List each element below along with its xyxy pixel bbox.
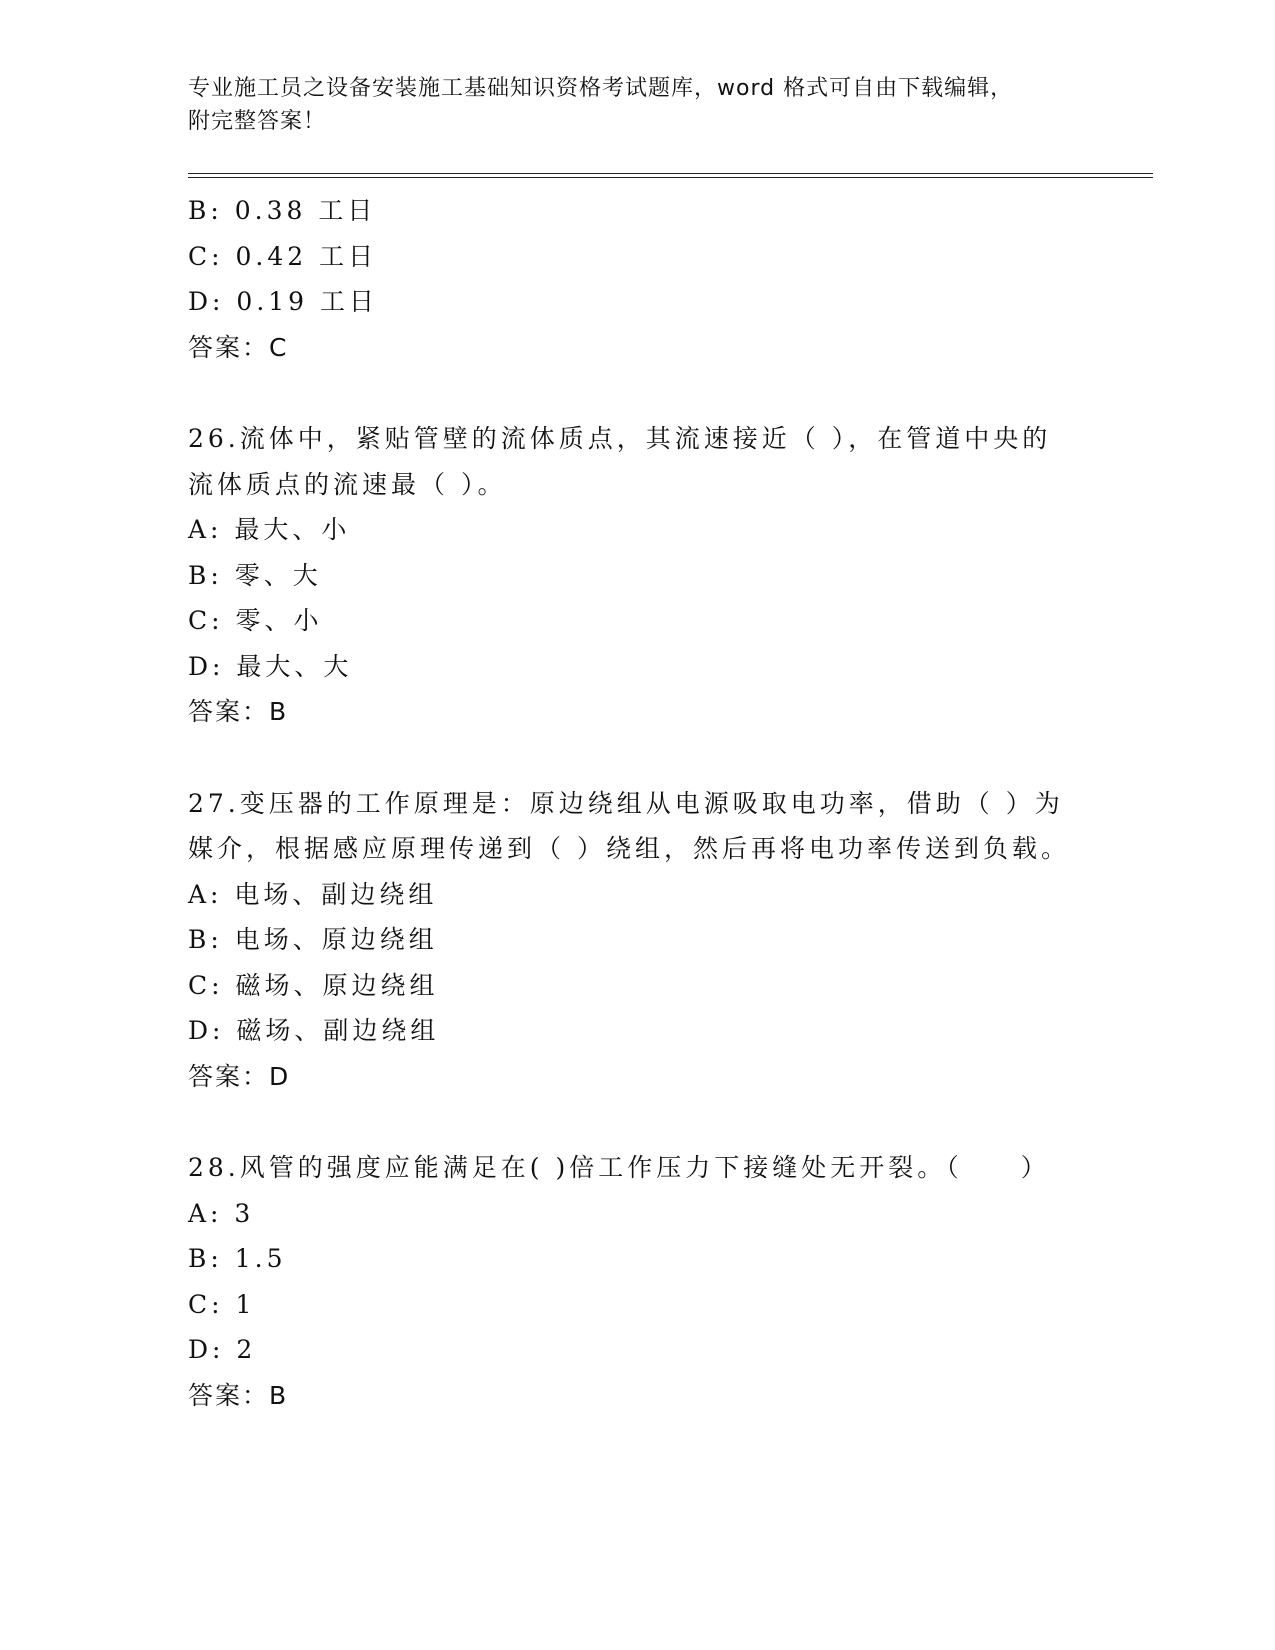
option-b: B: 电场、原边绕组 — [188, 925, 438, 954]
answer-line: 答案：D — [188, 1061, 291, 1091]
option-a: A: 电场、副边绕组 — [188, 879, 438, 909]
question-stem — [188, 1145, 1108, 1191]
option-a: A: 最大、小 — [188, 515, 351, 544]
question-stem — [188, 781, 1108, 872]
option-d: D: 最大、大 — [188, 651, 353, 681]
header-divider-top — [188, 173, 1153, 174]
question-27 — [188, 781, 1108, 1100]
option-b: B: 1.5 — [188, 1244, 287, 1273]
question-28 — [188, 1145, 1108, 1418]
question-26 — [188, 416, 1108, 735]
stem-line: 媒介，根据感应原理传递到（ ）绕组，然后再将电功率传送到负载。 — [188, 834, 1070, 863]
document-header — [188, 72, 1088, 138]
option-b: B: 零、大 — [188, 560, 322, 590]
stem-line: 27.变压器的工作原理是：原边绕组从电源吸取电功率，借助（ ）为 — [188, 788, 1064, 818]
header-line-2: 附完整答案！ — [188, 109, 327, 134]
option-c: C: 零、小 — [188, 606, 323, 635]
header-divider-bottom — [188, 177, 1153, 178]
stem-line: 28.风管的强度应能满足在( )倍工作压力下接缝处无开裂。（ ） — [188, 1153, 1050, 1182]
option-d: D: 2 — [188, 1335, 257, 1364]
option-c: C: 0.42 工日 — [188, 241, 378, 271]
stem-line: 26.流体中，紧贴管壁的流体质点，其流速接近（ ），在管道中央的 — [188, 424, 1052, 453]
answer-line: 答案：C — [188, 332, 289, 362]
question-25-continuation — [188, 188, 1108, 370]
option-c: C: 磁场、原边绕组 — [188, 970, 439, 1000]
answer-line: 答案：B — [188, 1380, 289, 1410]
option-d: D: 0.19 工日 — [188, 287, 379, 316]
option-a: A: 3 — [188, 1198, 255, 1228]
option-c: C: 1 — [188, 1289, 256, 1319]
option-b: B: 0.38 工日 — [188, 196, 377, 225]
header-line-1: 专业施工员之设备安装施工基础知识资格考试题库，word 格式可自由下载编辑， — [188, 76, 1014, 101]
stem-line: 流体质点的流速最（ ）。 — [188, 469, 507, 499]
question-list — [188, 188, 1108, 1418]
answer-line: 答案：B — [188, 697, 289, 726]
question-stem — [188, 416, 1108, 507]
option-d: D: 磁场、副边绕组 — [188, 1016, 440, 1045]
